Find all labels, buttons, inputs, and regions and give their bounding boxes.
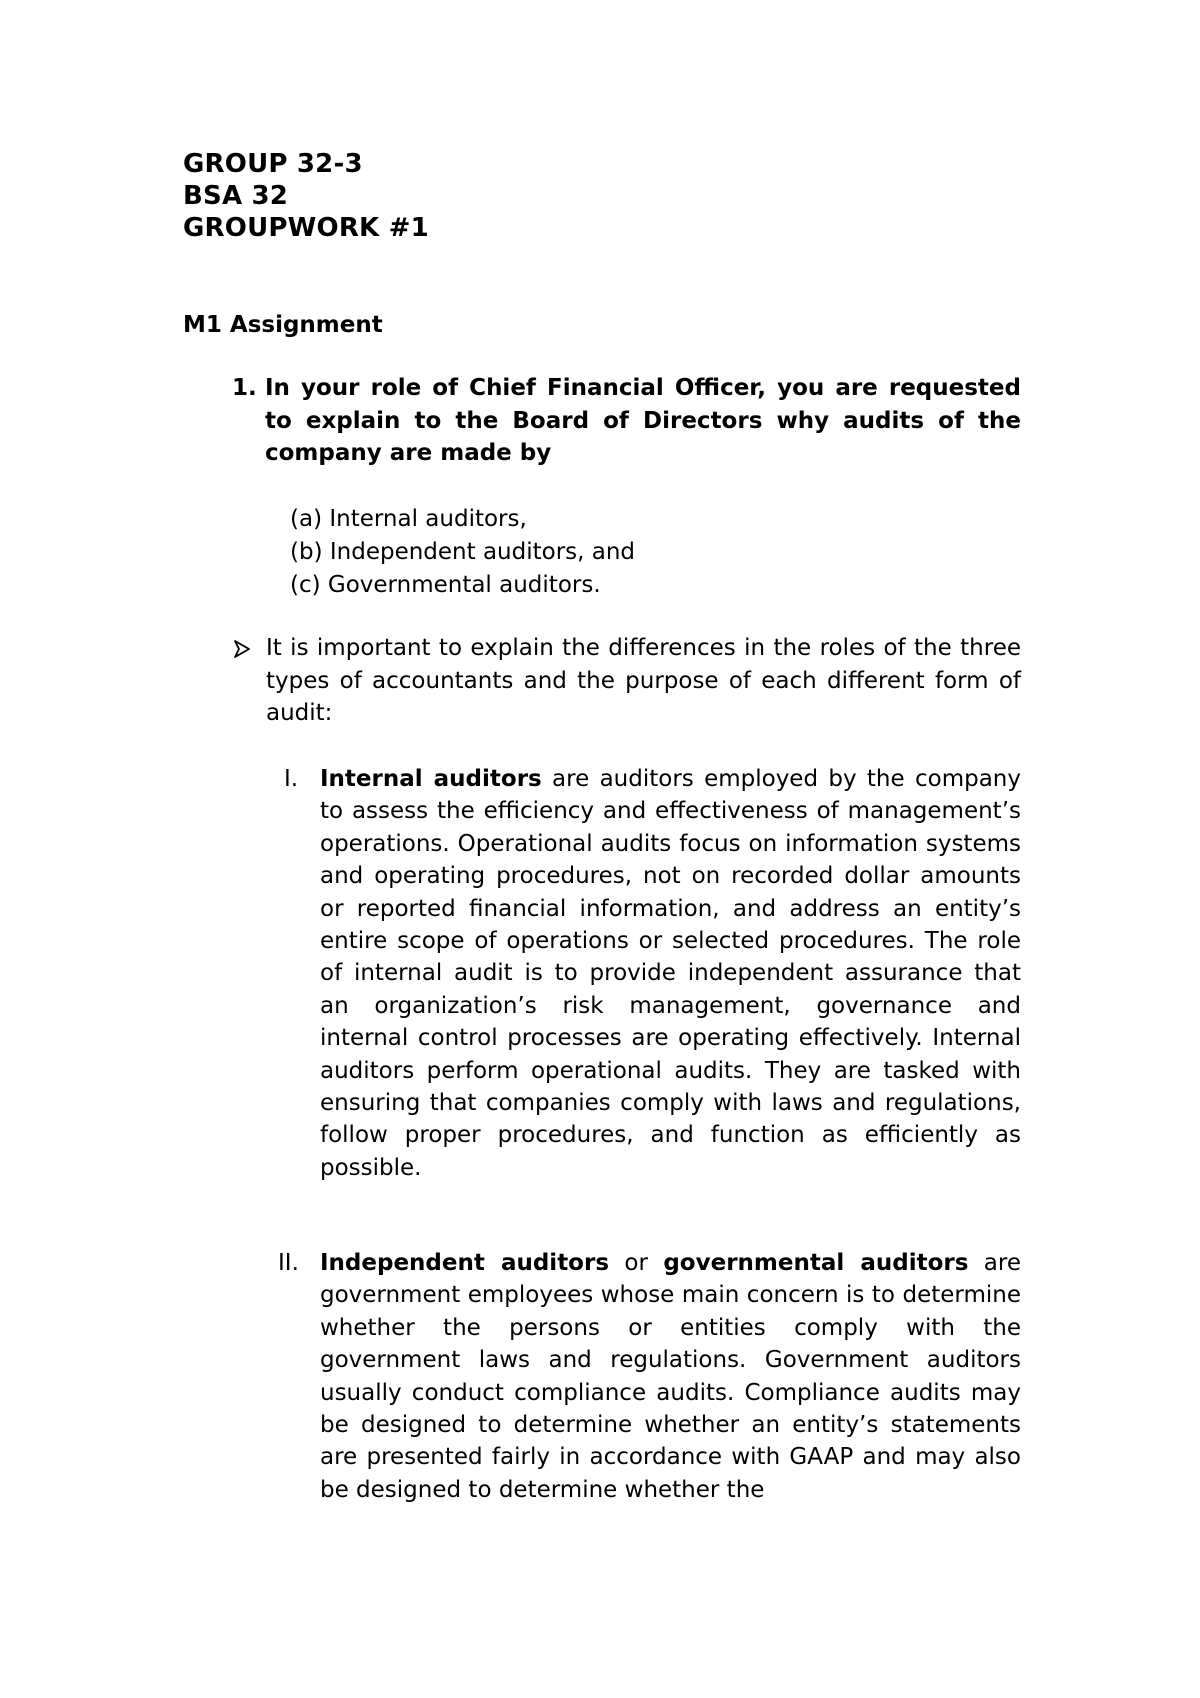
section-numeral-2: II. bbox=[278, 1250, 299, 1276]
section-2-term-2: governmental auditors bbox=[663, 1250, 969, 1276]
section-heading: BSA 32 bbox=[183, 181, 289, 211]
groupwork-heading: GROUPWORK #1 bbox=[183, 213, 429, 243]
option-c: (c) Governmental auditors. bbox=[290, 572, 601, 598]
question-number: 1. bbox=[232, 375, 257, 401]
section-2-connector: or bbox=[609, 1250, 664, 1276]
section-1-paragraph bbox=[320, 763, 1021, 1184]
group-heading: GROUP 32-3 bbox=[183, 149, 363, 179]
section-1-term: Internal auditors bbox=[320, 766, 542, 792]
question-text: In your role of Chief Financial Officer, you are requested to explain to the Board of Directors why audits of the company are made by bbox=[265, 375, 1021, 466]
section-1-text: are auditors employed by the company to assess the efficiency and effectiveness of management’s operations. Operational audits focus on information systems and operating procedures, not on recorded dollar amounts or reported financial information, and address an entity’s entire scope of operations or selected procedures. The role of internal audit is to provide independent assurance that an organization’s risk management, governance and internal control processes are operating effectively. Internal auditors perform operational audits. They are tasked with ensuring that companies comply with laws and regulations, follow proper procedures, and function as efficiently as possible. bbox=[320, 766, 1021, 1181]
section-2-term-1: Independent auditors bbox=[320, 1250, 610, 1276]
section-2-paragraph bbox=[320, 1247, 1021, 1506]
option-a: (a) Internal auditors, bbox=[290, 506, 527, 532]
assignment-title: M1 Assignment bbox=[183, 312, 383, 338]
option-b: (b) Independent auditors, and bbox=[290, 539, 636, 565]
section-numeral-1: I. bbox=[284, 766, 299, 792]
intro-text: It is important to explain the differences in the roles of the three types of accountants and the purpose of each different form of audit: bbox=[266, 635, 1021, 726]
section-2-text: are government employees whose main concern is to determine whether the persons or entities comply with the government laws and regulations. Government auditors usually conduct compliance audits. Compliance audits may be designed to determine whether an entity’s statements are presented fairly in accordance with GAAP and may also be designed to determine whether the bbox=[320, 1250, 1022, 1503]
arrow-bullet-icon bbox=[232, 632, 252, 669]
